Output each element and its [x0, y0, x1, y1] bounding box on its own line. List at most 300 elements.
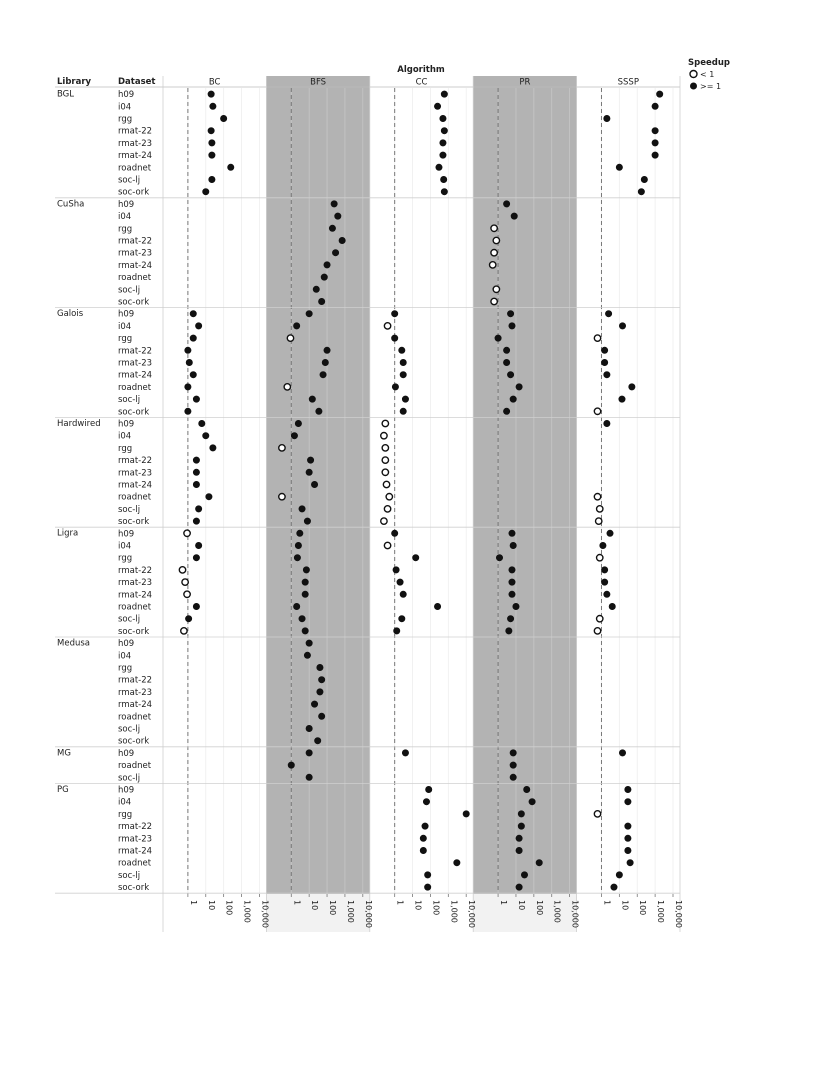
point-galois-h09-sssp — [605, 311, 611, 317]
point-hardwired-i04-cc — [381, 433, 387, 439]
point-galois-roadnet-bfs — [284, 384, 290, 390]
dataset-label-medusa-rgg: rgg — [118, 663, 133, 674]
dataset-label-hardwired-roadnet: roadnet — [118, 492, 152, 503]
point-galois-h09-pr — [507, 311, 513, 317]
library-label-cusha: CuSha — [57, 199, 85, 210]
point-mg-roadnet-bfs — [288, 762, 294, 768]
dataset-label-pg-h09: h09 — [118, 785, 135, 796]
point-ligra-rmat-22-bfs — [303, 567, 309, 573]
dataset-label-galois-roadnet: roadnet — [118, 382, 152, 393]
dataset-label-bgl-soc-ork: soc-ork — [118, 187, 150, 198]
library-label-hardwired: Hardwired — [57, 418, 101, 429]
dataset-label-mg-h09: h09 — [118, 748, 135, 759]
point-bgl-soc-lj-sssp — [641, 176, 647, 182]
library-label-pg: PG — [57, 784, 69, 795]
point-pg-rmat-23-sssp — [625, 835, 631, 841]
legend-marker-hollow — [690, 71, 697, 78]
point-hardwired-soc-ork-sssp — [596, 518, 602, 524]
dataset-label-hardwired-rmat-22: rmat-22 — [118, 456, 153, 467]
dataset-label-hardwired-rgg: rgg — [118, 443, 133, 454]
point-pg-soc-lj-pr — [521, 872, 527, 878]
point-ligra-h09-bc — [184, 530, 190, 536]
point-hardwired-soc-lj-bc — [195, 506, 201, 512]
dataset-label-bgl-rmat-24: rmat-24 — [118, 151, 153, 162]
point-bgl-h09-bc — [208, 91, 214, 97]
point-bgl-roadnet-sssp — [616, 164, 622, 170]
point-hardwired-i04-bc — [203, 433, 209, 439]
point-bgl-roadnet-bc — [228, 164, 234, 170]
point-galois-rmat-22-pr — [503, 347, 509, 353]
point-mg-h09-sssp — [619, 750, 625, 756]
point-ligra-rmat-24-bc — [184, 591, 190, 597]
panel-pr-background — [473, 76, 576, 932]
dataset-label-cusha-rmat-24: rmat-24 — [118, 260, 153, 271]
point-cusha-rmat-23-bfs — [332, 250, 338, 256]
point-pg-rgg-pr — [518, 811, 524, 817]
point-hardwired-rmat-22-cc — [382, 457, 388, 463]
point-galois-rmat-24-pr — [507, 372, 513, 378]
point-galois-rmat-23-cc — [400, 359, 406, 365]
point-bgl-h09-cc — [441, 91, 447, 97]
point-hardwired-roadnet-cc — [386, 494, 392, 500]
point-bgl-rgg-cc — [440, 115, 446, 121]
point-galois-i04-cc — [384, 323, 390, 329]
point-galois-rmat-24-cc — [400, 372, 406, 378]
point-galois-rmat-24-sssp — [604, 372, 610, 378]
point-bgl-rgg-sssp — [604, 115, 610, 121]
point-galois-soc-lj-bfs — [309, 396, 315, 402]
dataset-label-galois-rgg: rgg — [118, 334, 133, 345]
point-galois-rmat-23-pr — [503, 359, 509, 365]
legend-marker-filled — [690, 83, 697, 90]
panel-bc-background — [163, 76, 266, 932]
dataset-label-pg-soc-lj: soc-lj — [118, 870, 141, 881]
dataset-label-hardwired-soc-lj: soc-lj — [118, 504, 141, 515]
point-ligra-roadnet-cc — [434, 603, 440, 609]
point-medusa-i04-bfs — [304, 652, 310, 658]
point-galois-i04-bfs — [293, 323, 299, 329]
point-galois-rmat-22-bfs — [324, 347, 330, 353]
point-galois-rmat-22-sssp — [601, 347, 607, 353]
point-hardwired-h09-sssp — [604, 420, 610, 426]
panel-header-bc: BC — [208, 77, 221, 88]
dataset-label-ligra-h09: h09 — [118, 529, 135, 540]
point-hardwired-soc-lj-bfs — [299, 506, 305, 512]
point-pg-roadnet-cc — [454, 860, 460, 866]
point-ligra-soc-ork-cc — [394, 628, 400, 634]
dataset-label-pg-i04: i04 — [118, 797, 132, 808]
point-bgl-soc-ork-cc — [441, 189, 447, 195]
dataset-label-medusa-rmat-23: rmat-23 — [118, 687, 153, 698]
tick-label-sssp-1: 10 — [620, 900, 630, 911]
point-ligra-i04-cc — [384, 542, 390, 548]
dataset-label-galois-i04: i04 — [118, 321, 132, 332]
tick-label-bc-3: 1,000 — [242, 900, 252, 923]
tick-label-cc-3: 1,000 — [449, 900, 459, 923]
point-pg-rgg-cc — [463, 811, 469, 817]
legend-title: Speedup — [688, 58, 730, 68]
dataset-label-hardwired-i04: i04 — [118, 431, 132, 442]
point-bgl-rmat-22-bc — [208, 128, 214, 134]
point-cusha-soc-ork-pr — [491, 298, 497, 304]
point-mg-soc-lj-pr — [510, 774, 516, 780]
point-galois-rmat-22-bc — [185, 347, 191, 353]
point-pg-rgg-sssp — [594, 811, 600, 817]
point-medusa-rmat-24-bfs — [311, 701, 317, 707]
dataset-label-pg-soc-ork: soc-ork — [118, 883, 150, 894]
point-cusha-i04-bfs — [335, 213, 341, 219]
tick-label-bfs-1: 10 — [310, 900, 320, 911]
point-ligra-rmat-22-sssp — [601, 567, 607, 573]
point-hardwired-roadnet-bc — [206, 494, 212, 500]
point-pg-i04-pr — [529, 799, 535, 805]
point-ligra-i04-sssp — [600, 542, 606, 548]
dataset-label-hardwired-rmat-23: rmat-23 — [118, 468, 153, 479]
tick-label-cc-4: 10,000 — [467, 900, 477, 928]
point-galois-i04-sssp — [619, 323, 625, 329]
point-ligra-soc-lj-bc — [185, 616, 191, 622]
dataset-label-galois-rmat-23: rmat-23 — [118, 358, 153, 369]
dataset-label-bgl-rgg: rgg — [118, 114, 133, 125]
point-cusha-rmat-24-bfs — [324, 262, 330, 268]
point-hardwired-rgg-bc — [210, 445, 216, 451]
dataset-label-medusa-rmat-24: rmat-24 — [118, 700, 153, 711]
point-pg-rmat-24-cc — [420, 847, 426, 853]
tick-label-bfs-3: 1,000 — [345, 900, 355, 923]
point-ligra-roadnet-bc — [193, 603, 199, 609]
dataset-label-bgl-rmat-22: rmat-22 — [118, 126, 153, 137]
point-ligra-roadnet-pr — [513, 603, 519, 609]
point-galois-soc-ork-bc — [185, 408, 191, 414]
point-hardwired-rmat-23-bc — [193, 469, 199, 475]
dataset-label-hardwired-h09: h09 — [118, 419, 135, 430]
dataset-label-cusha-soc-lj: soc-lj — [118, 285, 141, 296]
point-hardwired-i04-bfs — [291, 433, 297, 439]
dataset-label-medusa-soc-ork: soc-ork — [118, 736, 150, 747]
legend — [688, 58, 730, 91]
panel-cc-background — [370, 76, 473, 932]
point-galois-soc-lj-bc — [193, 396, 199, 402]
point-medusa-rmat-22-bfs — [318, 677, 324, 683]
tick-label-sssp-0: 1 — [602, 900, 612, 906]
point-ligra-h09-cc — [391, 530, 397, 536]
point-cusha-roadnet-bfs — [321, 274, 327, 280]
point-galois-h09-bfs — [306, 311, 312, 317]
point-galois-rmat-22-cc — [399, 347, 405, 353]
dataset-label-cusha-i04: i04 — [118, 212, 132, 223]
point-mg-soc-lj-bfs — [306, 774, 312, 780]
point-pg-soc-ork-pr — [516, 884, 522, 890]
point-bgl-rmat-22-cc — [441, 128, 447, 134]
dataset-label-bgl-h09: h09 — [118, 90, 135, 101]
dataset-label-bgl-roadnet: roadnet — [118, 163, 152, 174]
dataset-label-pg-rmat-24: rmat-24 — [118, 846, 153, 857]
point-hardwired-rmat-23-bfs — [306, 469, 312, 475]
point-galois-i04-bc — [195, 323, 201, 329]
point-pg-h09-pr — [524, 786, 530, 792]
dataset-label-ligra-soc-ork: soc-ork — [118, 626, 150, 637]
panel-header-sssp: SSSP — [617, 77, 639, 88]
point-ligra-rmat-23-cc — [397, 579, 403, 585]
dataset-label-medusa-roadnet: roadnet — [118, 712, 152, 723]
point-cusha-rgg-pr — [491, 225, 497, 231]
point-bgl-rgg-bc — [220, 115, 226, 121]
point-ligra-h09-sssp — [607, 530, 613, 536]
dataset-label-hardwired-rmat-24: rmat-24 — [118, 480, 153, 491]
panel-bfs-background — [266, 76, 369, 932]
chart-title: Algorithm — [397, 65, 445, 75]
point-cusha-rgg-bfs — [329, 225, 335, 231]
point-cusha-rmat-24-pr — [489, 262, 495, 268]
point-cusha-h09-bfs — [331, 201, 337, 207]
dataset-label-cusha-rgg: rgg — [118, 224, 133, 235]
dataset-label-pg-rmat-22: rmat-22 — [118, 822, 153, 833]
point-cusha-rmat-23-pr — [491, 250, 497, 256]
dataset-label-galois-h09: h09 — [118, 309, 135, 320]
point-bgl-i04-cc — [434, 103, 440, 109]
point-hardwired-roadnet-sssp — [594, 494, 600, 500]
point-bgl-soc-ork-bc — [203, 189, 209, 195]
point-cusha-rmat-22-bfs — [339, 237, 345, 243]
point-pg-h09-cc — [426, 786, 432, 792]
dataset-label-mg-soc-lj: soc-lj — [118, 773, 141, 784]
point-galois-h09-cc — [391, 311, 397, 317]
tick-label-pr-0: 1 — [499, 900, 509, 906]
dataset-label-ligra-rmat-23: rmat-23 — [118, 578, 153, 589]
point-ligra-soc-ork-bc — [181, 628, 187, 634]
point-ligra-rmat-24-sssp — [604, 591, 610, 597]
point-bgl-i04-sssp — [652, 103, 658, 109]
point-hardwired-h09-cc — [382, 420, 388, 426]
tick-label-bc-0: 1 — [188, 900, 198, 906]
point-galois-soc-ork-cc — [400, 408, 406, 414]
point-ligra-rgg-bc — [193, 555, 199, 561]
point-hardwired-rmat-24-bc — [193, 481, 199, 487]
legend-label-below-one: < 1 — [700, 70, 715, 79]
point-medusa-roadnet-bfs — [318, 713, 324, 719]
point-galois-rgg-cc — [391, 335, 397, 341]
tick-label-bc-2: 100 — [224, 900, 234, 916]
point-ligra-rmat-22-cc — [393, 567, 399, 573]
tick-label-cc-1: 10 — [413, 900, 423, 911]
point-galois-soc-lj-cc — [402, 396, 408, 402]
dataset-label-hardwired-soc-ork: soc-ork — [118, 517, 150, 528]
point-mg-roadnet-pr — [510, 762, 516, 768]
point-hardwired-rmat-24-cc — [383, 481, 389, 487]
point-medusa-rmat-23-bfs — [317, 689, 323, 695]
point-mg-h09-pr — [510, 750, 516, 756]
point-pg-rmat-23-cc — [420, 835, 426, 841]
point-ligra-rgg-cc — [413, 555, 419, 561]
dataset-label-cusha-soc-ork: soc-ork — [118, 297, 150, 308]
point-hardwired-rmat-24-bfs — [311, 481, 317, 487]
dataset-label-cusha-rmat-22: rmat-22 — [118, 236, 153, 247]
point-pg-rmat-22-sssp — [625, 823, 631, 829]
point-ligra-i04-pr — [510, 542, 516, 548]
point-bgl-rmat-23-cc — [440, 140, 446, 146]
dataset-label-ligra-rmat-22: rmat-22 — [118, 565, 153, 576]
point-hardwired-soc-lj-sssp — [597, 506, 603, 512]
point-pg-roadnet-sssp — [627, 860, 633, 866]
point-hardwired-h09-bfs — [295, 420, 301, 426]
point-hardwired-soc-ork-cc — [381, 518, 387, 524]
point-galois-roadnet-cc — [392, 384, 398, 390]
panel-header-cc: CC — [415, 77, 428, 88]
point-bgl-soc-lj-cc — [440, 176, 446, 182]
point-pg-rmat-24-sssp — [625, 847, 631, 853]
point-medusa-soc-ork-bfs — [314, 738, 320, 744]
point-hardwired-roadnet-bfs — [279, 494, 285, 500]
point-ligra-soc-lj-cc — [399, 616, 405, 622]
point-cusha-i04-pr — [511, 213, 517, 219]
dataset-label-ligra-rgg: rgg — [118, 553, 133, 564]
point-ligra-rmat-24-bfs — [302, 591, 308, 597]
dataset-label-pg-roadnet: roadnet — [118, 858, 152, 869]
point-ligra-soc-lj-sssp — [597, 616, 603, 622]
point-galois-soc-ork-bfs — [316, 408, 322, 414]
point-hardwired-rgg-bfs — [279, 445, 285, 451]
point-galois-rmat-23-sssp — [601, 359, 607, 365]
dataset-label-ligra-soc-lj: soc-lj — [118, 614, 141, 625]
tick-label-sssp-4: 10,000 — [674, 900, 683, 928]
point-mg-h09-cc — [402, 750, 408, 756]
dataset-label-mg-roadnet: roadnet — [118, 761, 152, 772]
point-bgl-soc-lj-bc — [209, 176, 215, 182]
point-ligra-soc-lj-pr — [507, 616, 513, 622]
point-hardwired-rgg-cc — [382, 445, 388, 451]
point-galois-soc-lj-pr — [510, 396, 516, 402]
point-galois-rgg-sssp — [594, 335, 600, 341]
point-galois-rmat-23-bfs — [322, 359, 328, 365]
point-ligra-rmat-24-cc — [400, 591, 406, 597]
dataset-label-bgl-rmat-23: rmat-23 — [118, 138, 153, 149]
library-label-mg: MG — [57, 748, 71, 759]
tick-label-bfs-2: 100 — [328, 900, 338, 916]
point-pg-rmat-22-pr — [518, 823, 524, 829]
point-galois-roadnet-bc — [185, 384, 191, 390]
tick-label-bfs-4: 10,000 — [363, 900, 373, 928]
point-ligra-rmat-22-pr — [509, 567, 515, 573]
point-bgl-rmat-24-sssp — [652, 152, 658, 158]
point-pg-soc-ork-cc — [424, 884, 430, 890]
point-ligra-soc-ork-pr — [506, 628, 512, 634]
point-bgl-rmat-24-bc — [209, 152, 215, 158]
dataset-label-medusa-soc-lj: soc-lj — [118, 724, 141, 735]
tick-label-pr-2: 100 — [534, 900, 544, 916]
point-pg-rmat-24-pr — [516, 847, 522, 853]
point-pg-i04-sssp — [625, 799, 631, 805]
point-hardwired-rmat-22-bc — [193, 457, 199, 463]
dataset-label-medusa-h09: h09 — [118, 639, 135, 650]
point-ligra-rgg-sssp — [597, 555, 603, 561]
tick-label-bc-4: 10,000 — [260, 900, 270, 928]
point-cusha-h09-pr — [503, 201, 509, 207]
dataset-label-bgl-soc-lj: soc-lj — [118, 175, 141, 186]
point-ligra-roadnet-bfs — [293, 603, 299, 609]
point-ligra-rmat-23-bc — [182, 579, 188, 585]
point-ligra-i04-bfs — [295, 542, 301, 548]
point-hardwired-soc-ork-bfs — [304, 518, 310, 524]
library-column-header: Library — [57, 77, 92, 87]
tick-label-pr-3: 1,000 — [552, 900, 562, 923]
point-galois-i04-pr — [509, 323, 515, 329]
dataset-column-header: Dataset — [118, 77, 156, 87]
tick-label-pr-1: 10 — [516, 900, 526, 911]
point-ligra-rgg-bfs — [294, 555, 300, 561]
dataset-label-pg-rmat-23: rmat-23 — [118, 834, 153, 845]
dataset-label-galois-soc-ork: soc-ork — [118, 407, 150, 418]
panel-header-pr: PR — [519, 77, 531, 88]
point-hardwired-soc-lj-cc — [384, 506, 390, 512]
point-medusa-rgg-bfs — [317, 664, 323, 670]
point-cusha-rmat-22-pr — [493, 237, 499, 243]
point-pg-h09-sssp — [625, 786, 631, 792]
point-hardwired-soc-ork-bc — [193, 518, 199, 524]
tick-label-pr-4: 10,000 — [570, 900, 580, 928]
point-galois-rmat-24-bfs — [320, 372, 326, 378]
tick-label-cc-2: 100 — [431, 900, 441, 916]
library-label-galois: Galois — [57, 309, 84, 320]
tick-label-sssp-2: 100 — [638, 900, 648, 916]
dataset-label-medusa-i04: i04 — [118, 651, 132, 662]
point-medusa-h09-bfs — [306, 640, 312, 646]
dataset-label-medusa-rmat-22: rmat-22 — [118, 675, 153, 686]
point-galois-rgg-bc — [190, 335, 196, 341]
point-cusha-soc-ork-bfs — [318, 298, 324, 304]
point-ligra-h09-bfs — [297, 530, 303, 536]
tick-label-bc-1: 10 — [206, 900, 216, 911]
dataset-label-ligra-i04: i04 — [118, 541, 132, 552]
library-label-bgl: BGL — [57, 89, 75, 100]
point-pg-roadnet-pr — [536, 860, 542, 866]
point-galois-h09-bc — [190, 311, 196, 317]
point-hardwired-rmat-22-bfs — [307, 457, 313, 463]
point-ligra-h09-pr — [509, 530, 515, 536]
dataset-label-galois-soc-lj: soc-lj — [118, 395, 141, 406]
dataset-label-galois-rmat-22: rmat-22 — [118, 346, 153, 357]
point-galois-roadnet-pr — [516, 384, 522, 390]
panel-header-bfs: BFS — [310, 77, 327, 88]
dataset-label-cusha-rmat-23: rmat-23 — [118, 248, 153, 259]
point-galois-rmat-23-bc — [186, 359, 192, 365]
point-pg-soc-lj-cc — [424, 872, 430, 878]
point-bgl-rmat-23-sssp — [652, 140, 658, 146]
point-pg-i04-cc — [423, 799, 429, 805]
point-ligra-rgg-pr — [496, 555, 502, 561]
point-ligra-rmat-23-pr — [509, 579, 515, 585]
dataset-label-galois-rmat-24: rmat-24 — [118, 370, 153, 381]
point-cusha-soc-lj-pr — [493, 286, 499, 292]
tick-label-bfs-0: 1 — [292, 900, 302, 906]
point-hardwired-h09-bc — [199, 420, 205, 426]
point-galois-soc-ork-sssp — [594, 408, 600, 414]
point-galois-soc-lj-sssp — [619, 396, 625, 402]
library-label-ligra: Ligra — [57, 528, 79, 539]
point-galois-rgg-bfs — [287, 335, 293, 341]
point-bgl-soc-ork-sssp — [638, 189, 644, 195]
dataset-label-bgl-i04: i04 — [118, 102, 132, 113]
panel-layer — [163, 76, 680, 932]
point-bgl-rmat-23-bc — [209, 140, 215, 146]
tick-label-cc-0: 1 — [395, 900, 405, 906]
point-galois-roadnet-sssp — [629, 384, 635, 390]
point-bgl-i04-bc — [210, 103, 216, 109]
point-ligra-rmat-24-pr — [509, 591, 515, 597]
point-ligra-i04-bc — [195, 542, 201, 548]
dataset-label-cusha-h09: h09 — [118, 199, 135, 210]
point-galois-rgg-pr — [495, 335, 501, 341]
library-label-medusa: Medusa — [57, 638, 90, 649]
